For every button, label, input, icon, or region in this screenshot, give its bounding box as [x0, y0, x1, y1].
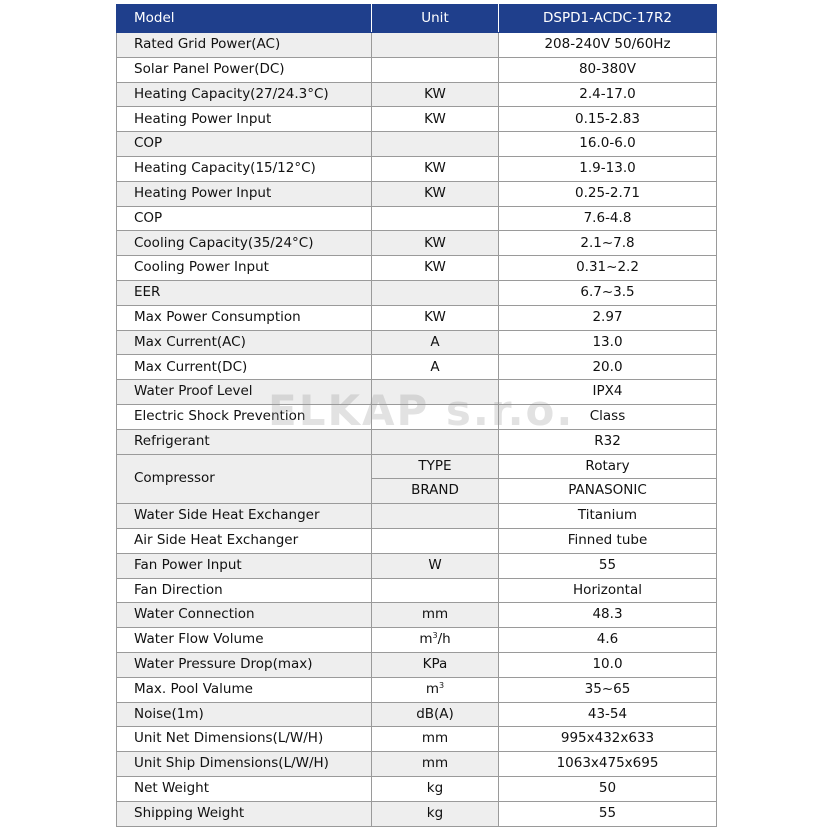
value-cell: 2.97 — [499, 305, 717, 330]
table-row — [117, 355, 717, 380]
value-cell: 16.0-6.0 — [499, 132, 717, 157]
unit-cell — [372, 57, 499, 82]
header-model-value: DSPD1-ACDC-17R2 — [499, 5, 717, 33]
unit-cell: dB(A) — [372, 702, 499, 727]
param-cell: Heating Power Input — [117, 181, 372, 206]
value-cell: 995x432x633 — [499, 727, 717, 752]
param-cell: Electric Shock Prevention — [117, 404, 372, 429]
value-cell: 2.4-17.0 — [499, 82, 717, 107]
unit-cell: KW — [372, 181, 499, 206]
param-cell: COP — [117, 206, 372, 231]
spec-table — [116, 4, 717, 827]
value-cell: Class — [499, 404, 717, 429]
table-row — [117, 652, 717, 677]
unit-cell: KW — [372, 156, 499, 181]
unit-superscript: 3 — [439, 680, 445, 690]
unit-cell: KW — [372, 256, 499, 281]
table-row — [117, 156, 717, 181]
header-model: Model — [117, 5, 372, 33]
param-cell: Water Side Heat Exchanger — [117, 504, 372, 529]
param-cell: Air Side Heat Exchanger — [117, 528, 372, 553]
table-row — [117, 206, 717, 231]
unit-cell — [372, 429, 499, 454]
param-cell: Cooling Capacity(35/24°C) — [117, 231, 372, 256]
param-cell: Water Proof Level — [117, 380, 372, 405]
value-cell: 208-240V 50/60Hz — [499, 33, 717, 58]
unit-cell — [372, 404, 499, 429]
value-cell: 20.0 — [499, 355, 717, 380]
unit-tail: /h — [437, 631, 451, 648]
table-row — [117, 776, 717, 801]
unit-cell: KPa — [372, 652, 499, 677]
unit-cell: KW — [372, 305, 499, 330]
unit-cell: KW — [372, 107, 499, 132]
unit-cell — [372, 528, 499, 553]
table-row — [117, 528, 717, 553]
table-row — [117, 305, 717, 330]
unit-superscript: 3 — [432, 631, 438, 641]
param-cell: Max. Pool Valume — [117, 677, 372, 702]
unit-cell: kg — [372, 776, 499, 801]
unit-cell: A — [372, 330, 499, 355]
param-cell: Max Current(DC) — [117, 355, 372, 380]
watermark: ELKAP s.r.o. — [268, 386, 575, 435]
value-cell: 43-54 — [499, 702, 717, 727]
param-cell: Water Flow Volume — [117, 628, 372, 653]
table-row — [117, 132, 717, 157]
value-cell: 4.6 — [499, 628, 717, 653]
value-cell: Horizontal — [499, 578, 717, 603]
value-cell: 80-380V — [499, 57, 717, 82]
compressor-type-label: TYPE — [372, 454, 499, 479]
value-cell: 0.25-2.71 — [499, 181, 717, 206]
value-cell: 1063x475x695 — [499, 752, 717, 777]
param-cell: Net Weight — [117, 776, 372, 801]
param-cell: Heating Capacity(15/12°C) — [117, 156, 372, 181]
unit-cell — [372, 677, 499, 702]
unit-cell — [372, 504, 499, 529]
unit-cell — [372, 206, 499, 231]
unit-cell — [372, 380, 499, 405]
table-row — [117, 256, 717, 281]
param-cell: Shipping Weight — [117, 801, 372, 826]
compressor-cell: Compressor — [117, 454, 372, 504]
param-cell: Unit Net Dimensions(L/W/H) — [117, 727, 372, 752]
value-cell: 0.15-2.83 — [499, 107, 717, 132]
table-row — [117, 181, 717, 206]
unit-cell: KW — [372, 82, 499, 107]
param-cell: EER — [117, 280, 372, 305]
unit-cell: mm — [372, 727, 499, 752]
compressor-brand-value: PANASONIC — [499, 479, 717, 504]
value-cell: 35~65 — [499, 677, 717, 702]
param-cell: Unit Ship Dimensions(L/W/H) — [117, 752, 372, 777]
param-cell: Refrigerant — [117, 429, 372, 454]
unit-cell: mm — [372, 752, 499, 777]
unit-cell: KW — [372, 231, 499, 256]
table-row — [117, 504, 717, 529]
unit-cell — [372, 33, 499, 58]
value-cell: 50 — [499, 776, 717, 801]
value-cell: 2.1~7.8 — [499, 231, 717, 256]
unit-cell: A — [372, 355, 499, 380]
value-cell: 10.0 — [499, 652, 717, 677]
table-row — [117, 603, 717, 628]
value-cell: 55 — [499, 801, 717, 826]
compressor-type-value: Rotary — [499, 454, 717, 479]
table-row — [117, 380, 717, 405]
table-row — [117, 677, 717, 702]
value-cell: Finned tube — [499, 528, 717, 553]
value-cell: 13.0 — [499, 330, 717, 355]
value-cell: R32 — [499, 429, 717, 454]
unit-cell — [372, 628, 499, 653]
param-cell: Max Current(AC) — [117, 330, 372, 355]
param-cell: Solar Panel Power(DC) — [117, 57, 372, 82]
param-cell: Max Power Consumption — [117, 305, 372, 330]
param-cell: Cooling Power Input — [117, 256, 372, 281]
compressor-brand-label: BRAND — [372, 479, 499, 504]
table-row — [117, 628, 717, 653]
value-cell: 1.9-13.0 — [499, 156, 717, 181]
param-cell: Rated Grid Power(AC) — [117, 33, 372, 58]
table-row — [117, 82, 717, 107]
param-cell: Heating Power Input — [117, 107, 372, 132]
param-cell: Noise(1m) — [117, 702, 372, 727]
param-cell: Fan Direction — [117, 578, 372, 603]
value-cell: 55 — [499, 553, 717, 578]
table-row — [117, 33, 717, 58]
unit-cell: mm — [372, 603, 499, 628]
unit-cell — [372, 132, 499, 157]
param-cell: COP — [117, 132, 372, 157]
header-row — [117, 5, 717, 33]
unit-base: m — [425, 680, 440, 697]
table-row — [117, 752, 717, 777]
table-row — [117, 801, 717, 826]
unit-cell: kg — [372, 801, 499, 826]
unit-cell — [372, 578, 499, 603]
unit-cell: W — [372, 553, 499, 578]
table-row — [117, 280, 717, 305]
value-cell: IPX4 — [499, 380, 717, 405]
value-cell: 6.7~3.5 — [499, 280, 717, 305]
param-cell: Water Connection — [117, 603, 372, 628]
param-cell: Heating Capacity(27/24.3°C) — [117, 82, 372, 107]
value-cell: 7.6-4.8 — [499, 206, 717, 231]
table-row — [117, 553, 717, 578]
table-row — [117, 107, 717, 132]
table-row — [117, 429, 717, 454]
table-row — [117, 57, 717, 82]
value-cell: Titanium — [499, 504, 717, 529]
param-cell: Water Pressure Drop(max) — [117, 652, 372, 677]
table-row — [117, 578, 717, 603]
value-cell: 0.31~2.2 — [499, 256, 717, 281]
value-cell: 48.3 — [499, 603, 717, 628]
header-unit: Unit — [372, 5, 499, 33]
table-row — [117, 702, 717, 727]
table-row — [117, 404, 717, 429]
unit-base: m — [419, 631, 433, 648]
compressor-row-type — [117, 454, 717, 479]
table-row — [117, 727, 717, 752]
table-row — [117, 231, 717, 256]
table-row — [117, 330, 717, 355]
param-cell: Fan Power Input — [117, 553, 372, 578]
unit-cell — [372, 280, 499, 305]
